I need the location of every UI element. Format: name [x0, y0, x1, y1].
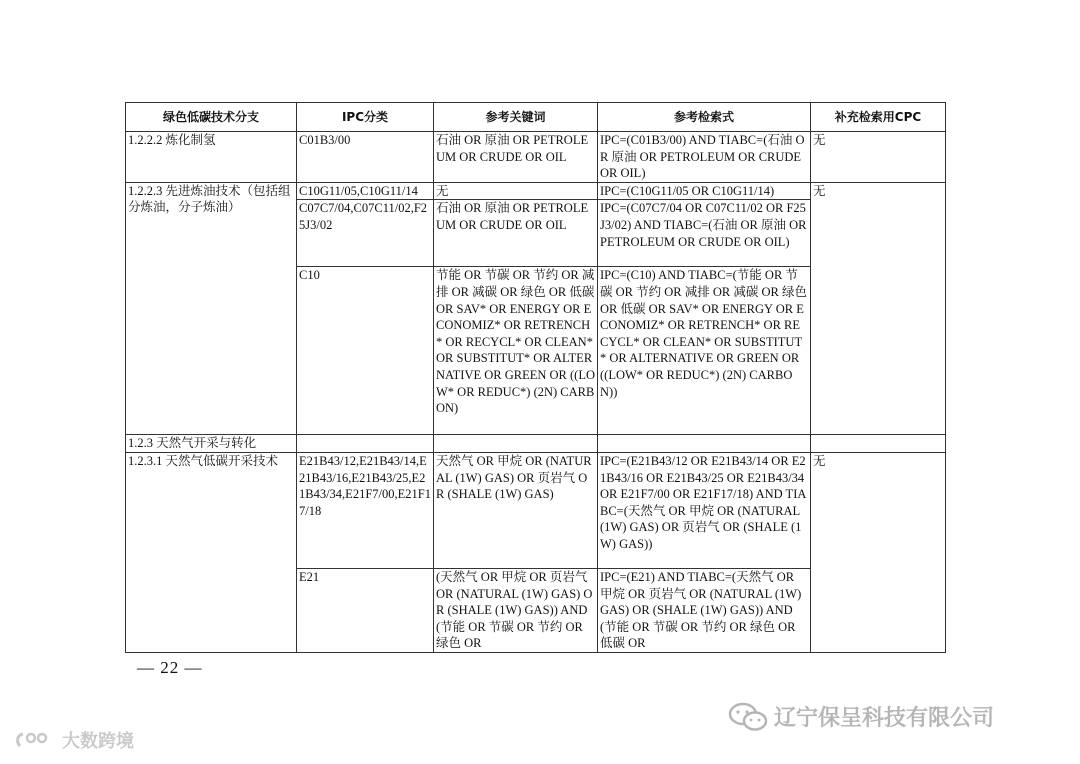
table-row: [126, 182, 946, 200]
page-number: — 22 —: [137, 658, 203, 677]
table-row: [126, 132, 946, 183]
keywords-cell: 无: [434, 182, 598, 200]
header-query: 参考检索式: [598, 103, 811, 132]
cpc-cell: 无: [811, 182, 946, 435]
query-cell: IPC=(E21) AND TIABC=(天然气 OR 甲烷 OR 页岩气 OR (NATURAL (1W) GAS) OR (SHALE (1W) GAS)) AND (节能 OR 节碳 OR 节约 OR 绿色 OR 低碳 OR: [598, 568, 811, 652]
keywords-cell: 石油 OR 原油 OR PETROLEUM OR CRUDE OR OIL: [434, 132, 598, 183]
ipc-cell: C10: [297, 267, 434, 435]
section-cell: 1.2.3 天然气开采与转化: [126, 435, 297, 453]
brand-logo-icon: [14, 730, 58, 750]
ipc-cell: C07C7/04,C07C11/02,F25J3/02: [297, 200, 434, 267]
watermark-right: [728, 701, 994, 732]
keywords-cell: 石油 OR 原油 OR PETROLEUM OR CRUDE OR OIL: [434, 200, 598, 267]
query-cell: IPC=(C10G11/05 OR C10G11/14): [598, 182, 811, 200]
watermark-left: [14, 727, 134, 753]
header-ipc: IPC分类: [297, 103, 434, 132]
cpc-cell: 无: [811, 132, 946, 183]
watermark-right-text: 辽宁保呈科技有限公司: [774, 706, 995, 731]
branch-cell: 1.2.2.3 先进炼油技术（包括组分炼油，分子炼油）: [126, 182, 297, 435]
keywords-cell: (天然气 OR 甲烷 OR 页岩气 OR (NATURAL (1W) GAS) OR (SHALE (1W) GAS)) AND (节能 OR 节碳 OR 节约 OR 绿色 OR: [434, 568, 598, 652]
ipc-keyword-table: [125, 102, 946, 653]
branch-cell: 1.2.3.1 天然气低碳开采技术: [126, 452, 297, 652]
query-cell: IPC=(C10) AND TIABC=(节能 OR 节碳 OR 节约 OR 减排 OR 减碳 OR 绿色 OR 低碳 OR SAV* OR ENERGY OR ECONOMIZ* OR RETRENCH* OR RECYCL* OR CLEAN* OR SUBSTITUT* OR ALTERNATIVE OR GREEN OR ((LOW* OR REDUC*) (2N) CARBON)): [598, 267, 811, 435]
header-branch: 绿色低碳技术分支: [126, 103, 297, 132]
query-cell: IPC=(E21B43/12 OR E21B43/14 OR E21B43/16 OR E21B43/25 OR E21B43/34 OR E21F7/00 OR E21F17/18) AND TIABC=(天然气 OR 甲烷 OR (NATURAL (1W) GAS) OR 页岩气 OR (SHALE (1W) GAS)): [598, 452, 811, 568]
keywords-cell: 天然气 OR 甲烷 OR (NATURAL (1W) GAS) OR 页岩气 OR (SHALE (1W) GAS): [434, 452, 598, 568]
header-cpc: 补充检索用CPC: [811, 103, 946, 132]
query-cell: IPC=(C07C7/04 OR C07C11/02 OR F25J3/02) AND TIABC=(石油 OR 原油 OR PETROLEUM OR CRUDE OR OIL): [598, 200, 811, 267]
keywords-cell: 节能 OR 节碳 OR 节约 OR 减排 OR 减碳 OR 绿色 OR 低碳 OR SAV* OR ENERGY OR ECONOMIZ* OR RETRENCH* OR RECYCL* OR CLEAN* OR SUBSTITUT* OR ALTERNATIVE OR GREEN OR ((LOW* OR REDUC*) (2N) CARBON): [434, 267, 598, 435]
ipc-cell: E21B43/12,E21B43/14,E21B43/16,E21B43/25,E21B43/34,E21F7/00,E21F17/18: [297, 452, 434, 568]
wechat-icon: [728, 702, 768, 732]
query-cell: IPC=(C01B3/00) AND TIABC=(石油 OR 原油 OR PETROLEUM OR CRUDE OR OIL): [598, 132, 811, 183]
header-keywords: 参考关键词: [434, 103, 598, 132]
table-header-row: [126, 103, 946, 132]
watermark-left-text: 大数跨境: [62, 731, 134, 752]
cpc-cell: 无: [811, 452, 946, 652]
table-row: [126, 452, 946, 568]
ipc-cell: E21: [297, 568, 434, 652]
ipc-cell: C01B3/00: [297, 132, 434, 183]
section-row: [126, 435, 946, 453]
branch-cell: 1.2.2.2 炼化制氢: [126, 132, 297, 183]
ipc-cell: C10G11/05,C10G11/14: [297, 182, 434, 200]
